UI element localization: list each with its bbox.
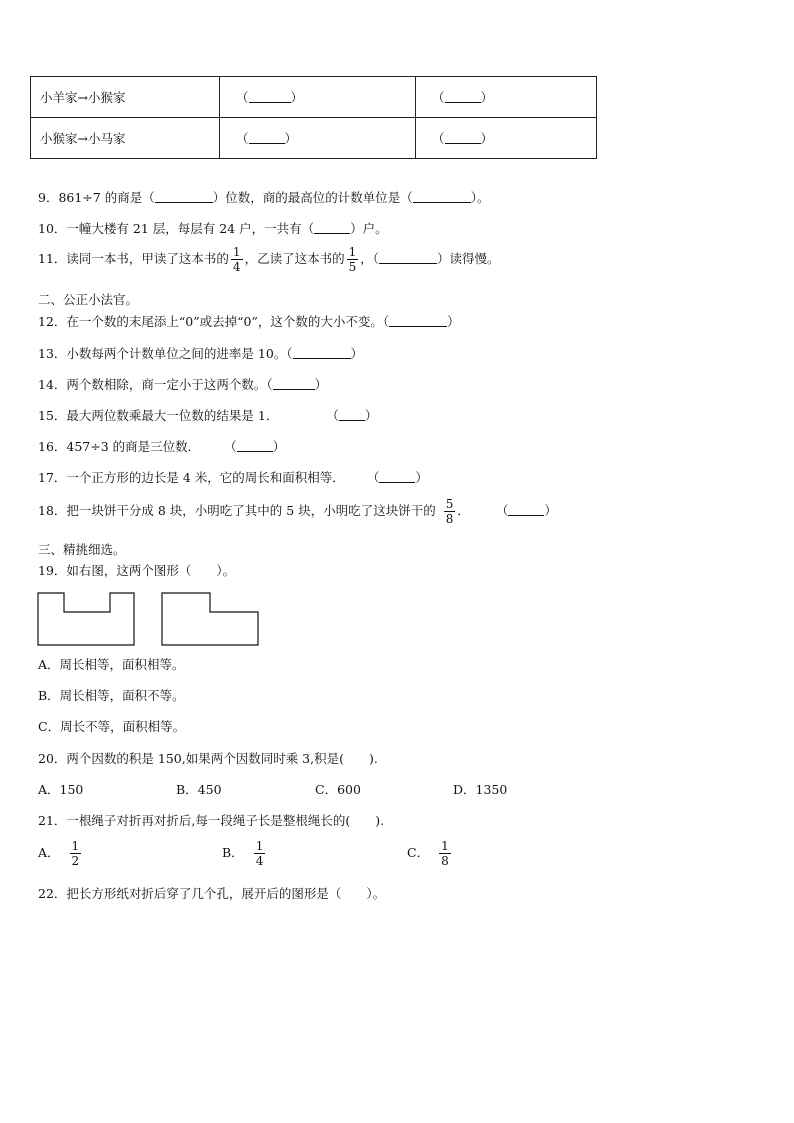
answer-blank[interactable]	[445, 91, 481, 103]
option-c[interactable]: C．周长不等，面积相等。	[38, 719, 186, 734]
question-10: 10．一幢大楼有 21 层，每层有 24 户，一共有（ ）户。	[38, 221, 388, 236]
answer-blank[interactable]	[445, 132, 481, 144]
question-13: 13．小数每两个计数单位之间的进率是 10。（ ）	[38, 346, 364, 361]
answer-blank[interactable]	[249, 91, 291, 103]
route-cell: 小猴家→小马家	[31, 118, 220, 159]
question-17: 17．一个正方形的边长是 4 米，它的周长和面积相等． （ ）	[38, 470, 428, 485]
option-a[interactable]: A． $\frac{1}{2}$	[38, 839, 80, 868]
question-15: 15．最大两位数乘最大一位数的结果是 1． （ ）	[38, 408, 378, 423]
answer-blank[interactable]	[293, 347, 351, 359]
option-b[interactable]: B．450	[176, 782, 222, 797]
table-row	[31, 118, 597, 159]
answer-blank[interactable]	[314, 222, 350, 234]
fraction: $\frac{1}{4}$	[255, 839, 264, 868]
table-row	[31, 77, 597, 118]
figure-shapes	[36, 590, 266, 650]
question-20: 20．两个因数的积是 150,如果两个因数同时乘 3,积是( ).	[38, 751, 378, 766]
answer-cell: （ ）	[416, 118, 597, 159]
option-c[interactable]: C．600	[315, 782, 361, 797]
section-heading: 三、精挑细选。	[38, 542, 126, 557]
question-11: 11．读同一本书，甲读了这本书的 $\frac{1}{4}$ ，乙读了这本书的 $\frac{1}{5}$ ，（ ）读得慢。	[38, 245, 500, 274]
answer-cell: （ ）	[416, 77, 597, 118]
option-d[interactable]: D．1350	[453, 782, 508, 797]
question-14: 14．两个数相除，商一定小于这两个数。（ ）	[38, 377, 328, 392]
fraction: $\frac{1}{4}$	[232, 245, 241, 274]
fraction: $\frac{1}{5}$	[348, 245, 357, 274]
option-b[interactable]: B． $\frac{1}{4}$	[222, 839, 264, 868]
fraction: $\frac{1}{8}$	[441, 839, 449, 868]
fraction: $\frac{5}{8}$	[445, 497, 454, 526]
answer-blank[interactable]	[339, 409, 365, 421]
question-19: 19．如右图，这两个图形（ ）。	[38, 563, 236, 578]
answer-blank[interactable]	[379, 252, 437, 264]
answer-blank[interactable]	[379, 471, 415, 483]
fraction: $\frac{1}{2}$	[71, 839, 80, 868]
question-21: 21．一根绳子对折再对折后,每一段绳子长是整根绳长的( ).	[38, 813, 385, 828]
answer-blank[interactable]	[508, 504, 544, 516]
answer-cell: （ ）	[220, 77, 416, 118]
route-table	[30, 76, 597, 159]
section-heading: 二、公正小法官。	[38, 292, 139, 307]
question-22: 22．把长方形纸对折后穿了几个孔，展开后的图形是（ ）。	[38, 886, 386, 901]
route-cell: 小羊家→小猴家	[31, 77, 220, 118]
option-a[interactable]: A．周长相等，面积相等。	[38, 657, 185, 672]
shape-l-rectangle	[162, 593, 258, 645]
answer-blank[interactable]	[413, 191, 471, 203]
answer-blank[interactable]	[389, 315, 447, 327]
answer-cell: （ ）	[220, 118, 416, 159]
answer-blank[interactable]	[273, 378, 315, 390]
question-16: 16．457÷3 的商是三位数． （ ）	[38, 439, 286, 454]
question-18: 18．把一块饼干分成 8 块，小明吃了其中的 5 块，小明吃了这块饼干的 $\frac{5}{8}$ ． （ ）	[38, 497, 557, 526]
option-b[interactable]: B．周长相等，面积不等。	[38, 688, 185, 703]
answer-blank[interactable]	[249, 132, 285, 144]
shape-notched-rectangle	[38, 593, 134, 645]
option-c[interactable]: C． $\frac{1}{8}$	[407, 839, 449, 868]
answer-blank[interactable]	[155, 191, 213, 203]
answer-blank[interactable]	[237, 440, 273, 452]
question-12: 12．在一个数的末尾添上“0”或去掉“0”，这个数的大小不变。（ ）	[38, 314, 460, 329]
question-9: 9．861÷7 的商是（ ）位数，商的最高位的计数单位是（ ）。	[38, 190, 490, 205]
option-a[interactable]: A．150	[38, 782, 84, 797]
